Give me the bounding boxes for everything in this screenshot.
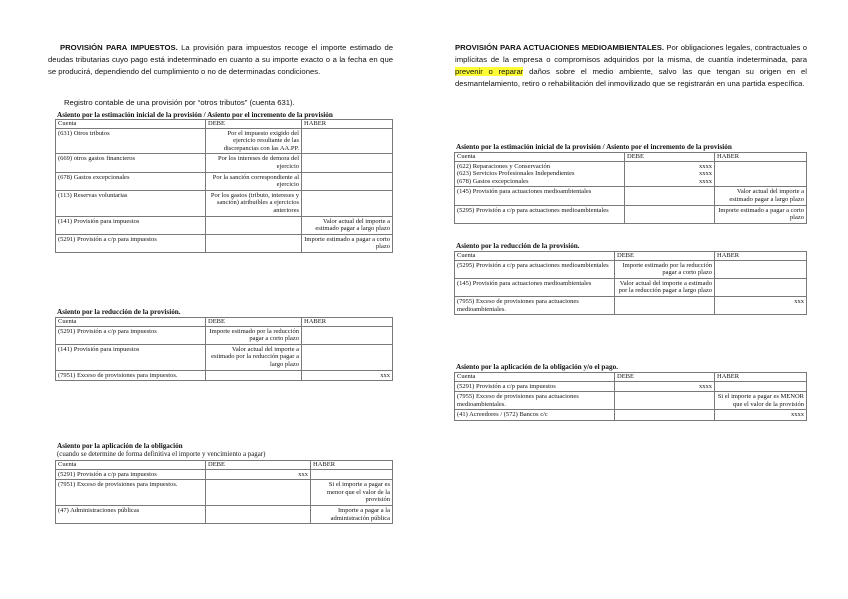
impuestos-intro [48,42,393,78]
debe-cell [615,296,715,314]
cuenta-cell: (5295) Provisión a c/p para actuaciones medioambientales [455,205,625,223]
l-table3-subtitle: (cuando se determine de forma definitiva el importe y vencimiento a pagar) [57,451,266,458]
haber-cell [302,190,393,216]
column-header: DEBE [615,373,715,382]
column-header: Cuenta [56,318,206,327]
r-table2 [454,251,807,315]
cuenta-cell: (5291) Provisión a c/p para impuestos [56,326,206,344]
column-header: DEBE [625,153,715,162]
table-row [455,278,807,296]
debe-cell [615,410,715,421]
cuenta-cell: (5291) Provisión a c/p para impuestos [455,381,615,392]
l-table2-title: Asiento por la reducción de la provisión. [57,308,181,316]
column-header: HABER [311,461,393,470]
highlighted-text: prevenir o reparar [455,67,524,76]
table-header-row [56,120,393,129]
table-row [56,128,393,154]
column-header: Cuenta [56,120,206,129]
column-header: Cuenta [455,153,625,162]
cuenta-cell: (5295) Provisión a c/p para actuaciones medioambientales [455,260,615,278]
haber-cell: xxxx [715,410,807,421]
table-header-row [56,318,393,327]
table-row [56,344,393,370]
cuenta-cell: (141) Provisión para impuestos [56,216,206,234]
cuenta-cell: (41) Acreedores / (572) Bancos c/c [455,410,615,421]
debe-cell [625,205,715,223]
l-table3 [55,460,393,524]
debe-cell: xxx [206,469,311,480]
debe-cell [206,234,302,252]
table-row [56,326,393,344]
debe-cell: Valor actual del importe a estimado por la reducción pagar a largo plazo [206,344,302,370]
column-header: DEBE [615,252,715,261]
column-header: HABER [715,252,807,261]
debe-cell [206,216,302,234]
haber-cell [302,154,393,172]
table-row [455,260,807,278]
haber-cell [715,260,807,278]
table-row [56,480,393,506]
debe-cell: Importe estimado por la reducción pagar a corto plazo [615,260,715,278]
haber-cell: Si el importe a pagar es menor que el valor de la provisión [311,480,393,506]
cuenta-cell: (7951) Exceso de provisiones para impuestos. [56,370,206,381]
haber-cell [302,344,393,370]
debe-cell [615,392,715,410]
column-header: HABER [715,373,807,382]
haber-cell [311,469,393,480]
table-row [455,410,807,421]
r-table3-title: Asiento por la aplicación de la obligación y/o el pago. [456,363,618,371]
column-header: Cuenta [455,373,615,382]
column-header: DEBE [206,318,302,327]
medio-text-2: daños sobre el medio ambiente, salvo las que tengan su origen en el desmantelamiento, retiro o rehabilitación del inmovilizado que se registrarán en una partida específica. [455,67,807,88]
haber-cell [302,128,393,154]
table-row [56,234,393,252]
table-header-row [455,373,807,382]
table-row [455,392,807,410]
l-table2 [55,317,393,381]
cuenta-cell: (141) Provisión para impuestos [56,344,206,370]
cuenta-cell: (5291) Provisión a c/p para impuestos [56,234,206,252]
haber-cell: xxx [715,296,807,314]
cuenta-cell: (5291) Provisión a c/p para impuestos [56,469,206,480]
cuenta-cell: (631) Otros tributos [56,128,206,154]
table-header-row [455,252,807,261]
debe-cell [625,187,715,205]
r-table3 [454,372,807,421]
r-table2-title: Asiento por la reducción de la provisión. [456,242,580,250]
column-header: HABER [302,120,393,129]
haber-cell: xxx [302,370,393,381]
cuenta-cell: (145) Provisión para actuaciones medioambientales [455,187,625,205]
column-header: HABER [302,318,393,327]
cuenta-cell: (113) Reservas voluntarias [56,190,206,216]
cuenta-cell: (47) Administraciones públicas [56,505,206,523]
table-row [455,381,807,392]
l-table1-title: Asiento por la estimación inicial de la provisión / Asiento por el incremento de la provisión [57,111,333,119]
table-row [56,216,393,234]
table-row [56,190,393,216]
debe-cell [206,505,311,523]
table-row [56,505,393,523]
haber-cell: Si el importe a pagar es MENOR que el valor de la provisión [715,392,807,410]
cuenta-cell: (7951) Exceso de provisiones para impuestos. [56,480,206,506]
haber-cell [715,278,807,296]
table-row [56,154,393,172]
cuenta-cell: (669) otros gastos financieros [56,154,206,172]
table-row [455,296,807,314]
medio-text-1: Por obligaciones legales, contractuales o implícitas de la empresa o compromisos adquiridos por la misma, de cuantía indeterminada, para [455,43,807,64]
haber-cell: Importe a pagar a la administración pública [311,505,393,523]
r-table1 [454,152,807,224]
debe-cell [206,370,302,381]
debe-cell: xxxx [615,381,715,392]
haber-cell [715,161,807,187]
column-header: DEBE [206,120,302,129]
haber-cell: Importe estimado a pagar a corto plazo [302,234,393,252]
table-row [56,370,393,381]
haber-cell: Importe estimado a pagar a corto plazo [715,205,807,223]
table-row [455,187,807,205]
medio-title: PROVISIÓN PARA ACTUACIONES MEDIOAMBIENTALES. [455,43,665,52]
table-row [455,161,807,187]
medio-intro [455,42,807,90]
debe-cell: Valor actual del importe a estimado por la reducción pagar a largo plazo [615,278,715,296]
cuenta-cell: (622) Reparaciones y Conservación (623) Servicios Profesionales Independientes (678) Gastos excepcionales [455,161,625,187]
debe-cell: Importe estimado por la reducción pagar a corto plazo [206,326,302,344]
haber-cell [302,172,393,190]
debe-cell: xxxx xxxx xxxx [625,161,715,187]
registro-line: Registro contable de una provisión por “otros tributos” (cuenta 631). [64,98,295,107]
cuenta-cell: (7955) Exceso de provisiones para actuaciones medioambientales. [455,392,615,410]
debe-cell: Por los gastos (tributo, intereses y sanción) atribuibles a ejercicios anteriores [206,190,302,216]
column-header: Cuenta [56,461,206,470]
debe-cell: Por los intereses de demora del ejercicio [206,154,302,172]
column-header: DEBE [206,461,311,470]
haber-cell [715,381,807,392]
haber-cell: Valor actual del importe a estimado pagar a largo plazo [715,187,807,205]
table-header-row [56,461,393,470]
cuenta-cell: (678) Gastos excepcionales [56,172,206,190]
debe-cell: Por el impuesto exigido del ejercicio resultante de las discrepancias con las AA.PP. [206,128,302,154]
haber-cell [302,326,393,344]
cuenta-cell: (7955) Exceso de provisiones para actuaciones medioambientales. [455,296,615,314]
impuestos-title: PROVISIÓN PARA IMPUESTOS. [60,43,178,52]
table-header-row [455,153,807,162]
cuenta-cell: (145) Provisión para actuaciones medioambientales [455,278,615,296]
table-row [455,205,807,223]
r-table1-title: Asiento por la estimación inicial de la provisión / Asiento por el incremento de la provisión [456,143,732,151]
debe-cell [206,480,311,506]
impuestos-text: La provisión para impuestos recoge el importe estimado de deudas tributarias cuyo pago está indeterminado en cuanto a su importe exacto o a la fecha en que se producirá, dependiendo del cumplimiento o no de determinadas condiciones. [48,43,394,76]
table-row [56,469,393,480]
column-header: HABER [715,153,807,162]
haber-cell: Valor actual del importe a estimado pagar a largo plazo [302,216,393,234]
debe-cell: Por la sanción correspondiente al ejercicio [206,172,302,190]
table-row [56,172,393,190]
l-table3-title: Asiento por la aplicación de la obligación [57,442,183,450]
l-table1 [55,119,393,253]
column-header: Cuenta [455,252,615,261]
